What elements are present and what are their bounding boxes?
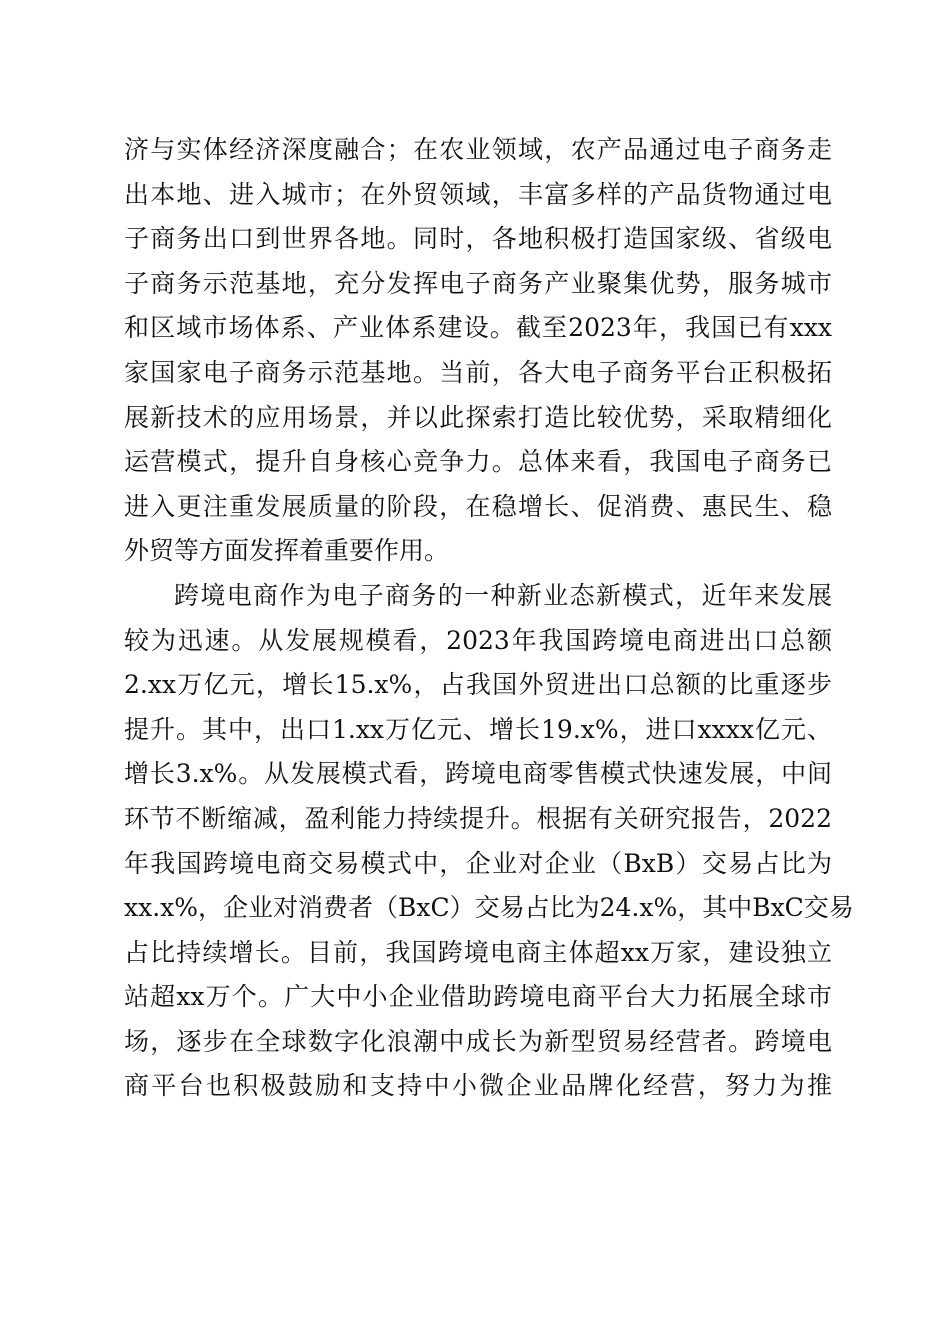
text-line: 较为迅速。从发展规模看，2023年我国跨境电商进出口总额 [124, 625, 832, 655]
text-line: 占比持续增长。目前，我国跨境电商主体超xx万家，建设独立 [124, 937, 832, 967]
text-line: 提升。其中，出口1.xx万亿元、增长19.x%，进口xxxx亿元、 [124, 714, 832, 744]
text-line: 2.xx万亿元，增长15.x%，占我国外贸进出口总额的比重逐步 [124, 670, 832, 700]
paragraph-2 [124, 574, 854, 1109]
text-line: 场，逐步在全球数字化浪潮中成长为新型贸易经营者。跨境电 [124, 1026, 832, 1056]
text-line: 年我国跨境电商交易模式中，企业对企业（BxB）交易占比为 [124, 848, 832, 878]
text-line: 济与实体经济深度融合；在农业领域，农产品通过电子商务走 [124, 135, 832, 164]
text-line: xx.x%，企业对消费者（BxC）交易占比为24.x%，其中BxC交易 [124, 893, 854, 923]
text-line: 跨境电商作为电子商务的一种新业态新模式，近年来发展 [174, 580, 832, 610]
text-line: 增长3.x%。从发展模式看，跨境电商零售模式快速发展，中间 [124, 759, 832, 789]
text-line: 外贸等方面发挥着重要作用。 [124, 536, 450, 566]
text-line: 子商务示范基地，充分发挥电子商务产业聚集优势，服务城市 [124, 268, 832, 298]
text-line: 子商务出口到世界各地。同时，各地积极打造国家级、省级电 [124, 224, 832, 254]
text-line: 运营模式，提升自身核心竞争力。总体来看，我国电子商务已 [124, 447, 832, 477]
document-body [124, 128, 854, 1109]
text-line: 站超xx万个。广大中小企业借助跨境电商平台大力拓展全球市 [124, 982, 832, 1012]
text-line: 环节不断缩减，盈利能力持续提升。根据有关研究报告，2022 [124, 803, 832, 833]
paragraph-1 [124, 128, 832, 574]
text-line: 商平台也积极鼓励和支持中小微企业品牌化经营，努力为推 [124, 1071, 832, 1101]
text-line: 出本地、进入城市；在外贸领域，丰富多样的产品货物通过电 [124, 179, 832, 209]
text-line: 展新技术的应用场景，并以此探索打造比较优势，采取精细化 [124, 402, 832, 432]
text-line: 和区域市场体系、产业体系建设。截至2023年，我国已有xxx [124, 313, 832, 343]
text-line: 进入更注重发展质量的阶段，在稳增长、促消费、惠民生、稳 [124, 491, 832, 521]
text-line: 家国家电子商务示范基地。当前，各大电子商务平台正积极拓 [124, 357, 832, 387]
